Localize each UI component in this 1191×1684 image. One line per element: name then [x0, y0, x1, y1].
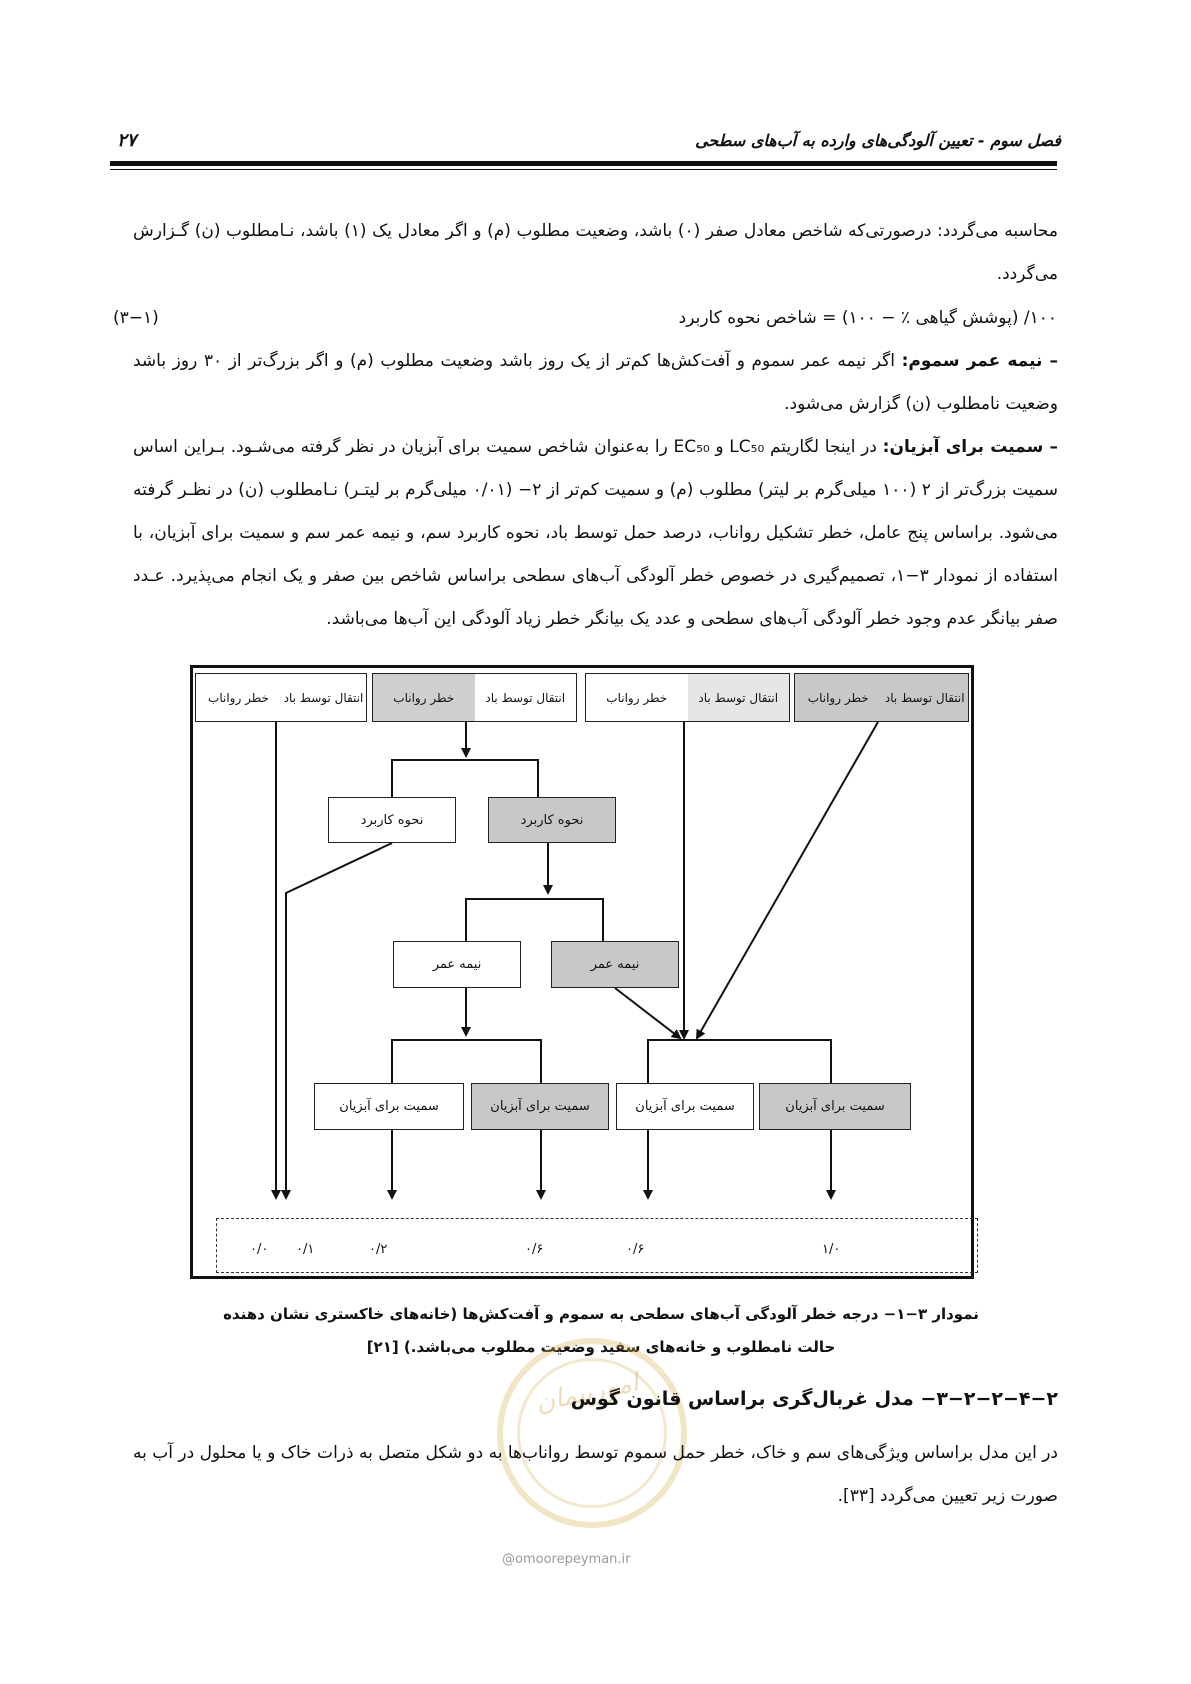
halflife-box-favorable: نیمه عمر [393, 941, 521, 988]
equation-row [113, 300, 1057, 340]
top-box-label-wind: انتقال توسط باد [485, 690, 566, 705]
top-box-label-runoff: خطر رواناب [795, 674, 882, 721]
paragraph-index-intro: محاسبه می‌گردد: درصورتی‌که شاخص معادل صفر (۰) باشد، وضعیت مطلوب (م) و اگر معادل یک (۱) باشد، نـامطلوب (ن) گـزارش می‌گردد. [133, 221, 1058, 284]
toxicity-box-1: سمیت برای آبزیان [314, 1083, 464, 1130]
top-box-label-wind: انتقال توسط باد [283, 690, 364, 705]
top-box-runoff-wind-3 [372, 673, 577, 722]
top-box-runoff-wind-4 [195, 673, 367, 722]
half-life-text: اگر نیمه عمر سموم و آفت‌کش‌ها کم‌تر از یک روز باشد وضعیت مطلوب (م) و اگر بزرگ‌تر از ۳۰ روز باشد وضعیت نامطلوب (ن) گزارش می‌شود. [133, 351, 1058, 414]
usage-box-favorable: نحوه کاربرد [328, 797, 456, 843]
result-value: ۰/۶ [626, 1242, 645, 1257]
toxicity-box-2: سمیت برای آبزیان [471, 1083, 609, 1130]
usage-box-unfavorable: نحوه کاربرد [488, 797, 616, 843]
halflife-box-unfavorable: نیمه عمر [551, 941, 679, 988]
results-box [216, 1218, 978, 1273]
result-value: ۱/۰ [822, 1242, 841, 1257]
figure-caption-line-1: نمودار ۳−۱− درجه خطر آلودگی آب‌های سطحی به سموم و آفت‌کش‌ها (خانه‌های خاکستری نشان دهنده [223, 1305, 979, 1323]
page-number: ۲۷ [117, 130, 137, 151]
top-box-runoff-wind-2 [585, 673, 790, 722]
result-value: ۰/۱ [296, 1242, 315, 1257]
section-heading: ۳−۲−۲−۴−۲− مدل غربال‌گری براساس قانون گوس [570, 1388, 1058, 1410]
half-life-heading: – نیمه عمر سموم: [901, 351, 1058, 371]
figure-caption-line-2: حالت نامطلوب و خانه‌های سفید وضعیت مطلوب می‌باشد.) [۲۱] [366, 1338, 836, 1356]
result-value: ۰/۲ [369, 1242, 388, 1257]
toxicity-heading: – سمیت برای آبزیان: [882, 437, 1058, 457]
watermark-url: @omoorepeyman.ir [502, 1552, 631, 1567]
chapter-title: فصل سوم - تعیین آلودگی‌های وارده به آب‌های سطحی [695, 131, 1061, 150]
equation-number: (۳−۱) [113, 308, 159, 328]
section-paragraph: در این مدل براساس ویژگی‌های سم و خاک، خطر حمل سموم توسط رواناب‌ها به دو شکل متصل به ذرات خاک و یا محلول در آب به صورت زیر تعیین می‌گردد [۳۳]. [133, 1443, 1058, 1506]
watermark-logo-text: امورپیمان [533, 1367, 642, 1419]
toxicity-text: در اینجا لگاریتم LC₅₀ و EC₅₀ را به‌عنوان شاخص سمیت برای آبزیان در نظر گرفته می‌شـود. بـراین اساس سمیت بزرگ‌تر از ۲ (۱۰۰ میلی‌گرم بر لیتر) مطلوب (م) و سمیت کم‌تر از ۲− (۰/۰۱ میلی‌گرم بر لیتـر) نـامطلوب (ن) در نظـر گرفته می‌شود. براساس پنج عامل، خطر تشکیل رواناب، درصد حمل توسط باد، نحوه کاربرد سم، و نیمه عمر سم و سمیت برای آبزیان، با استفاده از نمودار ۳−۱، تصمیم‌گیری در خصوص خطر آلودگی آب‌های سطحی براساس شاخص بین صفر و یک انجام می‌پذیرد. عـدد صفر بیانگر عدم وجود خطر آلودگی آب‌های سطحی و عدد یک بیانگر خطر زیاد آلودگی این آب‌ها می‌باشد. [133, 437, 1059, 629]
paragraph-half-life [133, 340, 1058, 426]
top-box-label-runoff: خطر رواناب [373, 674, 475, 721]
top-box-label-wind: انتقال توسط باد [688, 674, 790, 721]
result-value: ۰/۰ [250, 1242, 269, 1257]
result-value: ۰/۶ [525, 1242, 544, 1257]
top-box-label-wind: انتقال توسط باد [882, 674, 969, 721]
header-rule [110, 161, 1057, 166]
toxicity-box-4: سمیت برای آبزیان [759, 1083, 911, 1130]
paragraph-aquatic-toxicity [133, 426, 1058, 641]
header-rule-thin [110, 169, 1057, 170]
equation: ۱۰۰/ (پوشش گیاهی ٪ − ۱۰۰) = شاخص نحوه کاربرد [678, 308, 1057, 328]
toxicity-box-3: سمیت برای آبزیان [616, 1083, 754, 1130]
top-box-runoff-wind-1 [794, 673, 969, 722]
top-box-label-runoff: خطر رواناب [606, 690, 668, 705]
top-box-label-runoff: خطر رواناب [208, 690, 269, 705]
